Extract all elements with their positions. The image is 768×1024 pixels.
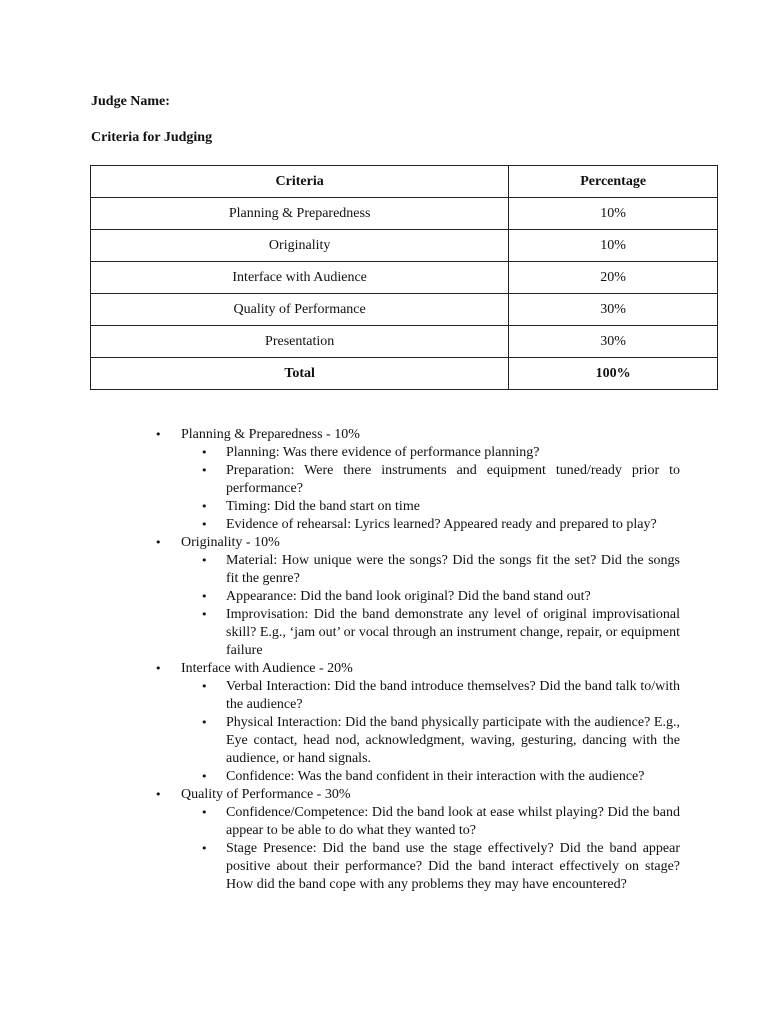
sub-item-text: Verbal Interaction: Did the band introduce themselves? Did the band talk to/with the audience? <box>226 679 680 712</box>
bullet-icon <box>201 516 208 534</box>
sub-item-text: Confidence: Was the band confident in their interaction with the audience? <box>226 769 645 784</box>
sub-item-text: Appearance: Did the band look original? Did the band stand out? <box>226 589 591 604</box>
bullet-icon <box>201 678 208 696</box>
section-title: Planning & Preparedness - 10% <box>181 427 360 442</box>
sub-item <box>201 804 680 840</box>
section-title: Quality of Performance - 30% <box>181 787 351 802</box>
percentage-cell: 30% <box>509 294 718 326</box>
sub-item <box>201 678 680 714</box>
bullet-icon <box>201 462 208 480</box>
criteria-bullet-list <box>155 426 680 894</box>
sub-item <box>201 444 680 462</box>
column-header-criteria: Criteria <box>91 166 509 198</box>
total-percentage-cell: 100% <box>509 358 718 390</box>
sub-item <box>201 606 680 660</box>
section-item <box>155 786 680 804</box>
bullet-icon <box>201 498 208 516</box>
section-item <box>155 660 680 678</box>
sub-item-text: Stage Presence: Did the band use the stage effectively? Did the band appear positive about their performance? Did the band interact effectively on stage? How did the band cope with any problems they may have encountered? <box>226 841 680 892</box>
total-label-cell: Total <box>91 358 509 390</box>
sub-item-text: Material: How unique were the songs? Did the songs fit the set? Did the songs fit the genre? <box>226 553 680 586</box>
sub-item-text: Timing: Did the band start on time <box>226 499 420 514</box>
sub-item-text: Confidence/Competence: Did the band look at ease whilst playing? Did the band appear to be able to do what they wanted to? <box>226 805 680 838</box>
criteria-cell: Planning & Preparedness <box>91 198 509 230</box>
sub-item <box>201 840 680 894</box>
table-row <box>91 326 718 358</box>
judge-name-label: Judge Name: <box>91 94 170 109</box>
sub-item-text: Planning: Was there evidence of performance planning? <box>226 445 540 460</box>
section-item <box>155 426 680 444</box>
percentage-cell: 10% <box>509 230 718 262</box>
table-row <box>91 198 718 230</box>
sub-item <box>201 768 680 786</box>
section-title: Originality - 10% <box>181 535 280 550</box>
bullet-icon <box>201 588 208 606</box>
section-title: Interface with Audience - 20% <box>181 661 353 676</box>
column-header-percentage: Percentage <box>509 166 718 198</box>
bullet-icon <box>201 804 208 822</box>
bullet-icon <box>155 426 181 444</box>
sub-item-text: Evidence of rehearsal: Lyrics learned? Appeared ready and prepared to play? <box>226 517 657 532</box>
bullet-icon <box>155 660 181 678</box>
sub-item <box>201 462 680 498</box>
criteria-cell: Quality of Performance <box>91 294 509 326</box>
table-row <box>91 262 718 294</box>
sub-item-text: Physical Interaction: Did the band physically participate with the audience? E.g., Eye contact, head nod, acknowledgment, waving, gesturing, dancing with the audience, or hand signals. <box>226 715 680 766</box>
percentage-cell: 30% <box>509 326 718 358</box>
sub-item <box>201 498 680 516</box>
criteria-cell: Originality <box>91 230 509 262</box>
table-header-row <box>91 166 718 198</box>
percentage-cell: 10% <box>509 198 718 230</box>
sub-item-text: Preparation: Were there instruments and equipment tuned/ready prior to performance? <box>226 463 680 496</box>
table-row <box>91 294 718 326</box>
sub-item <box>201 516 680 534</box>
bullet-icon <box>201 840 208 858</box>
criteria-table <box>90 165 718 390</box>
sub-item <box>201 714 680 768</box>
bullet-icon <box>201 768 208 786</box>
bullet-icon <box>201 714 208 732</box>
bullet-icon <box>201 606 208 624</box>
section-item <box>155 534 680 552</box>
bullet-icon <box>201 552 208 570</box>
criteria-cell: Presentation <box>91 326 509 358</box>
sub-item <box>201 552 680 588</box>
criteria-cell: Interface with Audience <box>91 262 509 294</box>
percentage-cell: 20% <box>509 262 718 294</box>
criteria-heading: Criteria for Judging <box>91 130 213 145</box>
bullet-icon <box>155 534 181 552</box>
table-total-row <box>91 358 718 390</box>
sub-item-text: Improvisation: Did the band demonstrate any level of original improvisational skill? E.g., ‘jam out’ or vocal through an instrument change, repair, or equipment failure <box>226 607 680 658</box>
bullet-icon <box>155 786 181 804</box>
bullet-icon <box>201 444 208 462</box>
sub-item <box>201 588 680 606</box>
table-row <box>91 230 718 262</box>
